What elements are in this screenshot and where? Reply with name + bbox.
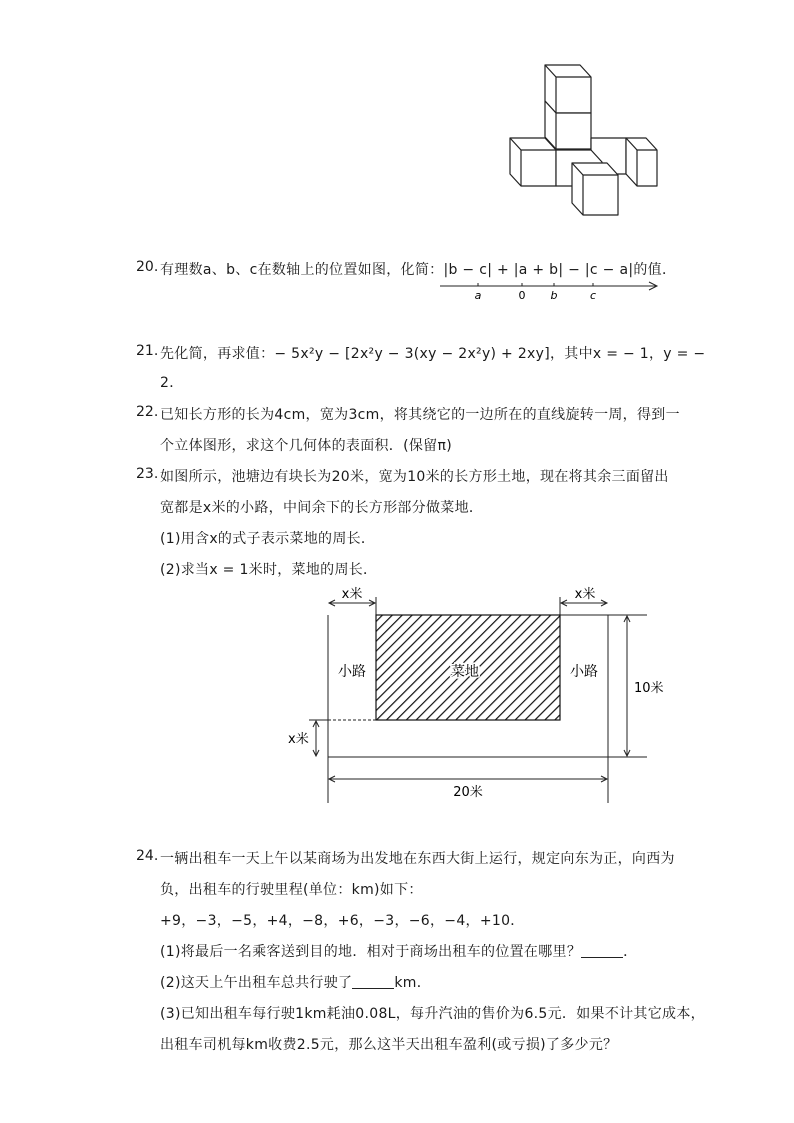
axis-label-0: 0 — [518, 289, 526, 302]
q24-part1 — [160, 941, 637, 961]
answer-blank-2[interactable] — [352, 975, 394, 989]
q20-text: 有理数a、b、c在数轴上的位置如图，化简：|b − c| + |a + b| − |c − a|的值． — [160, 262, 677, 278]
dim-x-top-right: x米 — [574, 587, 596, 602]
q21-line2: 2． — [160, 375, 184, 391]
dim-height: 10米 — [634, 681, 664, 696]
q23-part1: (1)用含x的式子表示菜地的周长． — [160, 531, 376, 547]
q24-part3-line2: 出租车司机每km收费2.5元，那么这半天出租车盈利(或亏损)了多少元？ — [160, 1037, 618, 1053]
road-right-label: 小路 — [570, 664, 598, 680]
q24-part2 — [160, 972, 431, 992]
number-line — [438, 276, 668, 306]
q23-number: 23. — [136, 466, 159, 482]
axis-label-a: a — [474, 289, 482, 302]
garden-diagram — [285, 583, 664, 808]
q23-line2: 宽都是x米的小路，中间余下的长方形部分做菜地． — [160, 500, 484, 516]
q22-number: 22. — [136, 404, 159, 420]
q24-part2-unit: km． — [394, 975, 431, 991]
dim-x-left: x米 — [288, 732, 309, 747]
q23-line1: 如图所示，池塘边有块长为20米，宽为10米的长方形土地，现在将其余三面留出 — [160, 469, 669, 485]
q24-line2: 负，出租车的行驶里程(单位：km)如下： — [160, 882, 423, 898]
axis-label-c: c — [589, 289, 597, 302]
q22-line2: 个立体图形，求这个几何体的表面积．(保留π) — [160, 438, 452, 454]
q21-line1: 先化简，再求值：− 5x²y − [2x²y − 3(xy − 2x²y) + 2xy]，其中x = − 1，y = − — [160, 346, 706, 362]
cube-arrangement-figure — [500, 58, 670, 223]
q24-data: +9，−3，−5，+4，−8，+6，−3，−6，−4，+10． — [160, 913, 525, 929]
garden-label: 菜地 — [451, 664, 479, 680]
q21-number: 21. — [136, 343, 159, 359]
q22-line1: 已知长方形的长为4cm，宽为3cm，将其绕它的一边所在的直线旋转一周，得到一 — [160, 407, 680, 423]
q24-part3-line1: (3)已知出租车每行驶1km耗油0.08L，每升汽油的售价为6.5元．如果不计其它成本， — [160, 1006, 705, 1022]
cube-right-2 — [626, 138, 657, 186]
axis-label-b: b — [550, 289, 558, 302]
q24-number: 24. — [136, 848, 159, 864]
q20-number: 20. — [136, 259, 159, 275]
q24-part1-text: (1)将最后一名乘客送到目的地．相对于商场出租车的位置在哪里？ — [160, 944, 582, 960]
q23-part2: (2)求当x = 1米时，菜地的周长． — [160, 562, 378, 578]
road-left-label: 小路 — [338, 664, 366, 680]
answer-blank-1[interactable] — [581, 944, 623, 958]
q24-part1-end: ． — [623, 944, 638, 960]
q24-part2-text: (2)这天上午出租车总共行驶了 — [160, 975, 353, 991]
dim-width: 20米 — [453, 785, 483, 800]
q24-line1: 一辆出租车一天上午以某商场为出发地在东西大街上运行，规定向东为正，向西为 — [160, 851, 675, 867]
dim-x-top-left: x米 — [341, 587, 363, 602]
